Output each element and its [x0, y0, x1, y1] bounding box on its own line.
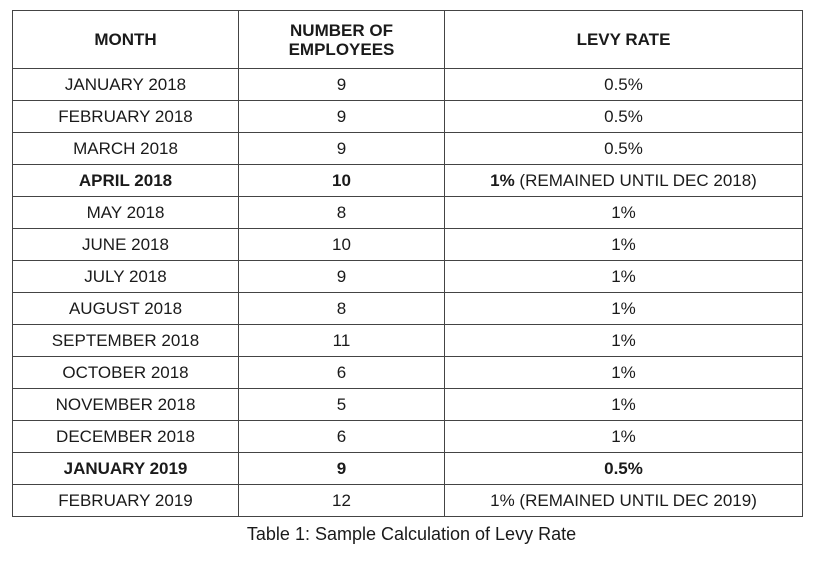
cell-employees: 10	[239, 229, 445, 261]
table-row	[13, 357, 803, 389]
cell-month: AUGUST 2018	[13, 293, 239, 325]
levy-rate-emphasis: 0.5%	[604, 459, 643, 478]
cell-levy-rate	[445, 421, 803, 453]
levy-rate-text: 0.5%	[604, 75, 643, 94]
cell-month: JULY 2018	[13, 261, 239, 293]
cell-levy-rate	[445, 165, 803, 197]
table-row	[13, 101, 803, 133]
cell-month: NOVEMBER 2018	[13, 389, 239, 421]
cell-employees: 5	[239, 389, 445, 421]
column-header-levy-rate: LEVY RATE	[445, 11, 803, 69]
levy-rate-table	[12, 10, 803, 517]
cell-month: MARCH 2018	[13, 133, 239, 165]
table-row	[13, 69, 803, 101]
cell-levy-rate	[445, 229, 803, 261]
table-row	[13, 421, 803, 453]
cell-levy-rate	[445, 101, 803, 133]
cell-month: JANUARY 2019	[13, 453, 239, 485]
table-row	[13, 485, 803, 517]
cell-month: JUNE 2018	[13, 229, 239, 261]
cell-month: FEBRUARY 2018	[13, 101, 239, 133]
cell-month: FEBRUARY 2019	[13, 485, 239, 517]
cell-employees: 11	[239, 325, 445, 357]
cell-employees: 9	[239, 101, 445, 133]
levy-rate-text: (REMAINED UNTIL DEC 2018)	[514, 171, 757, 190]
cell-levy-rate	[445, 261, 803, 293]
levy-rate-text: 1%	[611, 299, 636, 318]
levy-rate-text: 1% (REMAINED UNTIL DEC 2019)	[490, 491, 757, 510]
column-header-employees: NUMBER OF EMPLOYEES	[239, 11, 445, 69]
cell-levy-rate	[445, 357, 803, 389]
table-body	[13, 69, 803, 517]
table-row	[13, 165, 803, 197]
cell-levy-rate	[445, 197, 803, 229]
levy-rate-emphasis: 1%	[490, 171, 515, 190]
cell-employees: 9	[239, 69, 445, 101]
table-row	[13, 261, 803, 293]
cell-month: APRIL 2018	[13, 165, 239, 197]
cell-levy-rate	[445, 389, 803, 421]
table-row	[13, 325, 803, 357]
levy-rate-text: 1%	[611, 395, 636, 414]
cell-month: JANUARY 2018	[13, 69, 239, 101]
cell-employees: 6	[239, 357, 445, 389]
cell-employees: 10	[239, 165, 445, 197]
levy-rate-text: 0.5%	[604, 139, 643, 158]
levy-rate-text: 1%	[611, 427, 636, 446]
levy-rate-text: 0.5%	[604, 107, 643, 126]
cell-levy-rate	[445, 69, 803, 101]
levy-rate-text: 1%	[611, 267, 636, 286]
levy-rate-text: 1%	[611, 363, 636, 382]
cell-levy-rate	[445, 485, 803, 517]
cell-employees: 8	[239, 197, 445, 229]
cell-levy-rate	[445, 293, 803, 325]
cell-month: MAY 2018	[13, 197, 239, 229]
table-row	[13, 197, 803, 229]
levy-rate-text: 1%	[611, 331, 636, 350]
levy-rate-text: 1%	[611, 235, 636, 254]
table-caption: Table 1: Sample Calculation of Levy Rate	[246, 524, 577, 544]
cell-levy-rate	[445, 325, 803, 357]
levy-rate-text: 1%	[611, 203, 636, 222]
table-row	[13, 453, 803, 485]
cell-employees: 9	[239, 133, 445, 165]
table-header-row	[13, 11, 803, 69]
table-row	[13, 229, 803, 261]
cell-month: OCTOBER 2018	[13, 357, 239, 389]
cell-month: DECEMBER 2018	[13, 421, 239, 453]
cell-employees: 8	[239, 293, 445, 325]
cell-month: SEPTEMBER 2018	[13, 325, 239, 357]
table-row	[13, 293, 803, 325]
cell-employees: 6	[239, 421, 445, 453]
cell-employees: 9	[239, 453, 445, 485]
cell-employees: 9	[239, 261, 445, 293]
cell-employees: 12	[239, 485, 445, 517]
table-row	[13, 389, 803, 421]
cell-levy-rate	[445, 133, 803, 165]
table-row	[13, 133, 803, 165]
cell-levy-rate	[445, 453, 803, 485]
column-header-month: MONTH	[13, 11, 239, 69]
